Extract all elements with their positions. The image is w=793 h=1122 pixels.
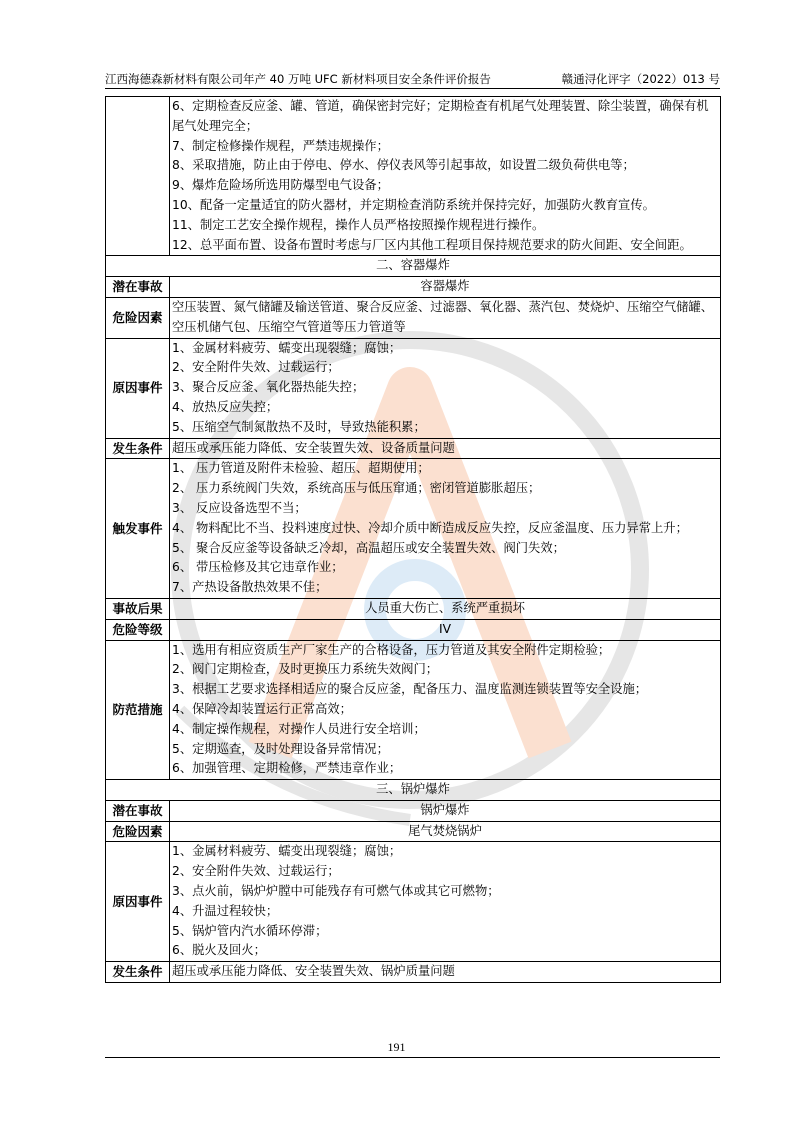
row-label: 原因事件 bbox=[106, 842, 170, 962]
section-title: 二、容器爆炸 bbox=[106, 256, 721, 277]
hazard-value: 尾气焚烧锅炉 bbox=[170, 821, 721, 842]
cause-list bbox=[170, 842, 721, 962]
row-label: 危险因素 bbox=[106, 297, 170, 338]
list-item: 3、点火前，锅炉炉膛中可能残存有可燃气体或其它可燃物； bbox=[172, 884, 500, 899]
list-item: 5、定期巡查，及时处理设备异常情况； bbox=[172, 741, 389, 756]
condition-value: 超压或承压能力降低、安全装置失效、锅炉质量问题 bbox=[170, 962, 721, 983]
table-row bbox=[106, 438, 721, 459]
accident-value: 容器爆炸 bbox=[170, 277, 721, 298]
list-item: 6、加强管理、定期检修，严禁违章作业； bbox=[172, 761, 402, 776]
row-label: 发生条件 bbox=[106, 962, 170, 983]
table-row bbox=[106, 277, 721, 298]
prevention-list bbox=[170, 640, 721, 780]
row-label: 潜在事故 bbox=[106, 800, 170, 821]
result-value: 人员重大伤亡、系统严重损坏 bbox=[170, 598, 721, 619]
safety-analysis-table bbox=[105, 96, 721, 983]
list-item: 4、放热反应失控； bbox=[172, 399, 279, 414]
report-title: 江西海德森新材料有限公司年产 40 万吨 UFC 新材料项目安全条件评价报告 bbox=[105, 72, 491, 86]
list-item: 3、根据工艺要求选择相适应的聚合反应釜，配备压力、温度监测连锁装置等安全设施； bbox=[172, 682, 648, 697]
list-item: 1、金属材料疲劳、蠕变出现裂缝；腐蚀； bbox=[172, 340, 402, 355]
row-label: 事故后果 bbox=[106, 598, 170, 619]
list-item: 1、金属材料疲劳、蠕变出现裂缝；腐蚀； bbox=[172, 844, 402, 859]
page-header bbox=[105, 70, 720, 89]
list-item: 11、制定工艺安全操作规程，操作人员严格按照操作规程进行操作。 bbox=[172, 217, 545, 232]
list-item: 2、安全附件失效、过载运行； bbox=[172, 864, 340, 879]
list-item: 1、 压力管道及附件未检验、超压、超期使用； bbox=[172, 461, 430, 476]
list-item: 8、采取措施，防止由于停电、停水、停仪表风等引起事故，如设置二级负荷供电等； bbox=[172, 158, 635, 173]
list-item: 10、配备一定量适宜的防火器材，并定期检查消防系统并保持完好，加强防火教育宣传。 bbox=[172, 197, 655, 212]
list-item: 4、保障冷却装置运行正常高效； bbox=[172, 701, 352, 716]
row-label: 潜在事故 bbox=[106, 277, 170, 298]
list-item: 5、锅炉管内汽水循环停滞； bbox=[172, 923, 328, 938]
hazard-value: 空压装置、氮气储罐及输送管道、聚合反应釜、过滤器、氧化器、蒸汽包、焚烧炉、压缩空气储罐、空压机储气包、压缩空气管道等压力管道等 bbox=[170, 297, 721, 338]
table-row bbox=[106, 821, 721, 842]
section-title-row bbox=[106, 256, 721, 277]
page-number: 191 bbox=[387, 1040, 406, 1054]
list-item: 6、 带压检修及其它违章作业； bbox=[172, 560, 344, 575]
list-item: 6、脱火及回火； bbox=[172, 943, 266, 958]
table-row bbox=[106, 842, 721, 962]
row-label: 危险等级 bbox=[106, 619, 170, 640]
cause-list bbox=[170, 338, 721, 438]
footer-divider bbox=[105, 1057, 720, 1058]
accident-value: 锅炉爆炸 bbox=[170, 800, 721, 821]
table-row bbox=[106, 800, 721, 821]
trigger-list bbox=[170, 459, 721, 599]
list-item: 5、压缩空气制氮散热不及时，导致热能积累； bbox=[172, 419, 426, 434]
list-item: 7、产热设备散热效果不佳； bbox=[172, 580, 328, 595]
row-label: 发生条件 bbox=[106, 438, 170, 459]
list-item: 2、安全附件失效、过载运行； bbox=[172, 360, 340, 375]
table-row bbox=[106, 338, 721, 438]
list-item: 3、聚合反应釜、氧化器热能失控； bbox=[172, 380, 365, 395]
report-number: 赣通浔化评字（2022）013 号 bbox=[561, 72, 720, 86]
list-item: 3、 反应设备选型不当； bbox=[172, 500, 307, 515]
list-item: 9、爆炸危险场所选用防爆型电气设备； bbox=[172, 178, 389, 193]
row-label: 触发事件 bbox=[106, 459, 170, 599]
section-title: 三、锅炉爆炸 bbox=[106, 780, 721, 801]
list-item: 2、 压力系统阀门失效，系统高压与低压窜通；密闭管道膨胀超压； bbox=[172, 481, 541, 496]
list-item: 6、定期检查反应釜、罐、管道，确保密封完好；定期检查有机尾气处理装置、除尘装置，确保有机尾气处理完全； bbox=[172, 99, 709, 133]
table-row bbox=[106, 297, 721, 338]
list-item: 12、总平面布置、设备布置时考虑与厂区内其他工程项目保持规范要求的防火间距、安全间距。 bbox=[172, 237, 692, 252]
table-row bbox=[106, 598, 721, 619]
table-row bbox=[106, 459, 721, 599]
list-item: 4、制定操作规程，对操作人员进行安全培训； bbox=[172, 721, 426, 736]
table-row bbox=[106, 962, 721, 983]
list-item: 2、阀门定期检查，及时更换压力系统失效阀门； bbox=[172, 662, 439, 677]
condition-value: 超压或承压能力降低、安全装置失效、设备质量问题 bbox=[170, 438, 721, 459]
section-title-row bbox=[106, 780, 721, 801]
list-item: 4、 物料配比不当、投料速度过快、冷却介质中断造成反应失控，反应釜温度、压力异常上升； bbox=[172, 520, 688, 535]
list-item: 4、升温过程较快； bbox=[172, 903, 279, 918]
list-item: 1、选用有相应资质生产厂家生产的合格设备，压力管道及其安全附件定期检验； bbox=[172, 642, 611, 657]
table-row bbox=[106, 619, 721, 640]
row-label: 危险因素 bbox=[106, 821, 170, 842]
row-label: 原因事件 bbox=[106, 338, 170, 438]
table-row bbox=[106, 97, 721, 256]
table-row bbox=[106, 640, 721, 780]
prevention-list-continued bbox=[170, 97, 721, 256]
row-label: 防范措施 bbox=[106, 640, 170, 780]
list-item: 7、制定检修操作规程，严禁违规操作； bbox=[172, 138, 389, 153]
level-value: IV bbox=[170, 619, 721, 640]
list-item: 5、 聚合反应釜等设备缺乏冷却，高温超压或安全装置失效、阀门失效； bbox=[172, 540, 565, 555]
